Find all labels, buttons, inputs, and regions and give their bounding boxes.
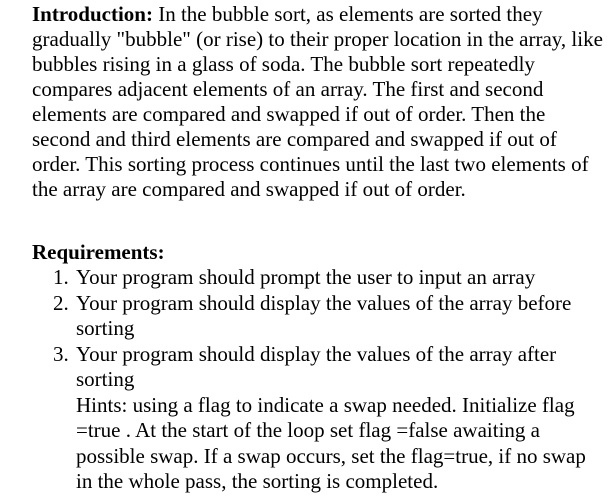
requirements-heading: Requirements: [32, 240, 165, 264]
introduction-label: Introduction: [32, 2, 153, 26]
hints-text: Hints: using a flag to indicate a swap needed. Initialize flag =true . At the start of the loop set flag =false awaiting a possible swap. If a swap occurs, set the flag=true, if no swap in the whole pass, the sorting is completed. [76, 392, 586, 493]
requirement-item [74, 342, 605, 495]
requirement-item [74, 291, 605, 342]
requirement-text: Your program should prompt the user to input an array [76, 265, 536, 289]
introduction-paragraph [32, 2, 605, 202]
requirements-list [32, 265, 605, 495]
requirement-text: Your program should display the values of the array after sorting [76, 341, 557, 391]
requirement-item [74, 265, 605, 291]
introduction-text: In the bubble sort, as elements are sorted they gradually "bubble" (or rise) to their proper location in the array, like bubbles rising in a glass of soda. The bubble sort repeatedly compares adjacent elements of an array. The first and second elements are compared and swapped if out of order. Then the second and third elements are compared and swapped if out of order. This sorting process continues until the last two elements of the array are compared and swapped if out of order. [32, 2, 603, 201]
requirement-text: Your program should display the values of the array before sorting [76, 290, 572, 340]
